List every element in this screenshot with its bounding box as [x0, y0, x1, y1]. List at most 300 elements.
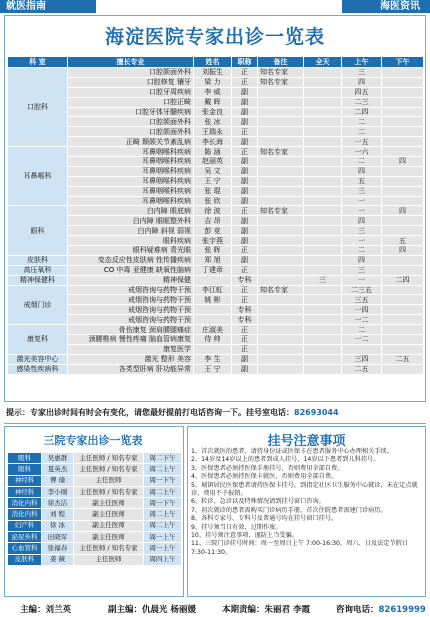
list-item: 8、各科专家号、专科号及普通号均在挂号窗口挂号。 — [191, 515, 338, 523]
fullday-cell — [304, 216, 342, 226]
time-cell: 周一下午 — [144, 475, 182, 486]
afternoon-cell — [382, 295, 424, 305]
doctor-name-cell: 田晓军 — [42, 532, 74, 543]
dept-cell: 口腔科 — [8, 68, 68, 147]
title-cell: 副 — [232, 157, 258, 167]
specialty-cell: 颈腰椎病 慢性疼痛 脑血管病康复 — [68, 335, 194, 345]
doctor-name-cell: 王瑞永 — [194, 127, 232, 137]
three-hospital-title: 三院专家出诊一览表 — [43, 434, 143, 447]
doctor-name-cell: 刘 程 — [42, 509, 74, 520]
morning-cell: 一五 — [342, 137, 382, 147]
table-row — [8, 157, 424, 167]
morning-cell: 一 — [342, 206, 382, 216]
specialty-cell: 口腔修复 镶牙 — [68, 77, 194, 87]
morning-cell: 一 — [342, 196, 382, 206]
note-cell — [258, 295, 304, 305]
col-header-name: 姓名 — [194, 57, 232, 68]
specialty-cell: 耳鼻咽喉科疾病 — [68, 186, 194, 196]
note-cell — [258, 117, 304, 127]
table-row — [8, 68, 424, 78]
specialty-cell: 正畸 颞颌关节紊乱病 — [68, 137, 194, 147]
footer-editor: 主编：刘兰英 — [20, 605, 72, 615]
dept-cell: 感染性疾病科 — [8, 364, 68, 374]
title-cell: 副 — [232, 87, 258, 97]
note-cell — [258, 265, 304, 275]
note-cell — [258, 166, 304, 176]
afternoon-cell — [382, 117, 424, 127]
afternoon-cell — [382, 147, 424, 157]
list-item: 10、挂号须注意事项，谨防上当受骗。 — [191, 532, 298, 540]
fullday-cell — [304, 236, 342, 246]
three-hospital-body — [8, 453, 182, 566]
doctor-name-cell: 姜 薇 — [42, 554, 74, 565]
dept-cell: 戒烟门诊 — [8, 285, 68, 325]
title-cell: 正 — [232, 325, 258, 335]
title-cell: 副 — [232, 117, 258, 127]
doctor-name-cell: 姚 彬 — [194, 295, 232, 305]
afternoon-cell: 四 — [382, 157, 424, 167]
table-row — [8, 265, 424, 275]
time-cell: 周二上午 — [144, 464, 182, 475]
afternoon-cell — [382, 285, 424, 295]
doctor-name-cell: 王 宁 — [194, 364, 232, 374]
col-header-morning: 上午 — [342, 57, 382, 68]
table-row — [8, 226, 424, 236]
title-cell: 正 — [232, 246, 258, 256]
morning-cell: 二 — [342, 117, 382, 127]
time-cell: 周一上午 — [144, 543, 182, 554]
list-item: 6、转诊、急诊以及特殊情况请到挂号窗口咨询。 — [191, 498, 325, 506]
specialty-cell: 耳鼻咽喉科疾病 — [68, 147, 194, 157]
dept-cell: 高压氧科 — [8, 265, 68, 275]
note-cell — [258, 344, 304, 354]
specialty-cell: 口腔牙体牙髓疾病 — [68, 107, 194, 117]
morning-cell: 一四 — [342, 305, 382, 315]
col-header-fullday: 全天 — [304, 57, 342, 68]
title-cell: 副主任医师 — [74, 498, 144, 509]
dept-cell: 皮肤科 — [8, 255, 68, 265]
morning-cell: 三 — [342, 186, 382, 196]
morning-cell: 四 — [342, 216, 382, 226]
top-strip — [0, 0, 430, 13]
table-row — [8, 77, 424, 87]
fullday-cell — [304, 166, 342, 176]
afternoon-cell — [382, 127, 424, 137]
dept-cell: 心血管科 — [8, 543, 42, 554]
footer-deputy-editor: 副主编：仇晨光 杨丽媛 — [108, 605, 196, 615]
table-row — [8, 486, 182, 497]
table-row — [8, 354, 424, 364]
specialty-cell: 康复医学 — [68, 344, 194, 354]
doctor-name-cell: 徐杰洁 — [42, 498, 74, 509]
title-cell: 专科 — [232, 305, 258, 315]
table-row — [8, 137, 424, 147]
dept-cell: 耳鼻喉科 — [8, 147, 68, 206]
title-cell: 主任医师 — [74, 554, 144, 565]
title-cell: 副 — [232, 226, 258, 236]
fullday-cell — [304, 315, 342, 325]
title-cell: 正 — [232, 77, 258, 87]
doctor-name-cell: 徐 波 — [194, 206, 232, 216]
note-cell — [258, 305, 304, 315]
doctor-name-cell: 张金良 — [194, 107, 232, 117]
afternoon-cell — [382, 265, 424, 275]
doctor-name-cell: 庄淑美 — [194, 325, 232, 335]
fullday-cell — [304, 285, 342, 295]
table-header-row — [8, 57, 424, 68]
specialty-cell: 白内障 眼底病 — [68, 206, 194, 216]
doctor-name-cell: 傅 瑜 — [42, 475, 74, 486]
specialty-cell: 口腔颌面外科 — [68, 68, 194, 78]
fullday-cell — [304, 265, 342, 275]
fullday-cell: 三 — [304, 275, 342, 285]
specialty-cell: 耳鼻咽喉科疾病 — [68, 157, 194, 167]
doctor-name-cell — [194, 344, 232, 354]
doctor-name-cell: 徐 冰 — [42, 520, 74, 531]
morning-cell: 四 — [342, 77, 382, 87]
title-cell: 正 — [232, 127, 258, 137]
list-item: 2、14岁及14岁以上的患者到成人挂号，14岁以下患者到儿科挂号。 — [191, 456, 380, 464]
note-cell — [258, 246, 304, 256]
note-cell — [258, 354, 304, 364]
dept-cell: 眼科 — [8, 453, 42, 464]
note-cell: 知名专家 — [258, 285, 304, 295]
morning-cell: 四 — [342, 166, 382, 176]
morning-cell: 二五 — [342, 364, 382, 374]
registration-rules — [191, 448, 423, 557]
note-cell — [258, 186, 304, 196]
morning-cell: 一 — [342, 275, 382, 285]
fullday-cell — [304, 107, 342, 117]
title-cell: 副主任医师 — [74, 532, 144, 543]
table-row — [8, 87, 424, 97]
title-cell: 副 — [232, 216, 258, 226]
three-hospital-table — [7, 452, 182, 566]
afternoon-cell — [382, 226, 424, 236]
list-item: 5、城镇居民医保患者请持医保卡挂号，到指定社区卫生服务中心就诊，未在定点就诊，费用不予报销。 — [191, 481, 418, 498]
doctor-name-cell: 郑 旭 — [194, 255, 232, 265]
specialty-cell: 口腔颌面外科 — [68, 127, 194, 137]
table-row — [8, 206, 424, 216]
table-row — [8, 520, 182, 531]
table-row — [8, 335, 424, 345]
note-cell — [258, 216, 304, 226]
morning-cell: 一二 — [342, 335, 382, 345]
time-cell: 周一上午 — [144, 532, 182, 543]
morning-cell: 二四 — [342, 107, 382, 117]
table-row — [8, 216, 424, 226]
footer-phone-label: 咨询电话： — [336, 605, 379, 615]
specialty-cell: 骨伤康复 颈肩腰腿痛症 — [68, 325, 194, 335]
time-cell: 周四上午 — [144, 554, 182, 565]
table-row — [8, 453, 182, 464]
dept-cell: 妇产科 — [8, 520, 42, 531]
doctor-name-cell: 丁建章 — [194, 265, 232, 275]
afternoon-cell — [382, 335, 424, 345]
morning-cell: 二三五 — [342, 285, 382, 295]
expert-schedule-table — [7, 56, 424, 375]
title-cell: 副 — [232, 354, 258, 364]
doctor-name-cell: 张 晖 — [194, 246, 232, 256]
note-cell — [258, 335, 304, 345]
time-cell: 周二上午 — [144, 486, 182, 497]
note-cell — [258, 87, 304, 97]
table-row — [8, 176, 424, 186]
morning-cell: 二 — [342, 157, 382, 167]
note-cell — [258, 196, 304, 206]
title-cell: 副 — [232, 255, 258, 265]
fullday-cell — [304, 68, 342, 78]
fullday-cell — [304, 206, 342, 216]
specialty-cell: 口腔颌面外科 — [68, 117, 194, 127]
note-cell — [258, 255, 304, 265]
specialty-cell: 白内障 眼眶整外科 — [68, 216, 194, 226]
table-row — [8, 509, 182, 520]
morning-cell: 二三 — [342, 97, 382, 107]
afternoon-cell — [382, 255, 424, 265]
doctor-name-cell: 吴 文 — [194, 166, 232, 176]
table-row — [8, 498, 182, 509]
specialty-cell: 精神保健 — [68, 275, 194, 285]
table-row — [8, 315, 424, 325]
doctor-name-cell — [194, 305, 232, 315]
morning-cell: 三四 — [342, 354, 382, 364]
fullday-cell — [304, 77, 342, 87]
afternoon-cell — [382, 176, 424, 186]
doctor-name-cell: 李江虹 — [194, 285, 232, 295]
specialty-cell: 激光 整形 美容 — [68, 354, 194, 364]
title-cell: 正 — [232, 147, 258, 157]
dept-cell: 眼科 — [8, 206, 68, 255]
title-cell: 正 — [232, 344, 258, 354]
list-item: 1、首次就医的患者，请持身份证或医保卡在患者服务中心办理相关手续。 — [191, 448, 393, 455]
fullday-cell — [304, 226, 342, 236]
dept-cell: 神经科 — [8, 486, 42, 497]
note-cell: 知名专家 — [258, 147, 304, 157]
footer-responsible-editor: 本期责编：朱丽君 李霞 — [222, 605, 310, 615]
doctor-name-cell: 张福春 — [42, 543, 74, 554]
table-row — [8, 166, 424, 176]
doctor-name-cell: 张宇燕 — [194, 236, 232, 246]
doctor-name-cell: 侍 帅 — [194, 335, 232, 345]
specialty-cell: CO 中毒 亚健康 缺氧性脑病 — [68, 265, 194, 275]
list-item: 11、三院门诊挂号时间：周一至周日上午 7:00-16:30，周六、日及法定节假日 7:30-11:30。 — [191, 540, 409, 556]
afternoon-cell — [382, 166, 424, 176]
afternoon-cell — [382, 107, 424, 117]
time-cell: 周二上午 — [144, 520, 182, 531]
time-cell: 周二上午 — [144, 509, 182, 520]
dept-cell: 康复科 — [8, 325, 68, 355]
specialty-cell: 变态反应性皮肤病 性传播疾病 — [68, 255, 194, 265]
afternoon-cell — [382, 87, 424, 97]
afternoon-cell: 四 — [382, 246, 424, 256]
table-body — [8, 68, 424, 375]
doctor-name-cell — [194, 315, 232, 325]
afternoon-cell: 四 — [382, 206, 424, 216]
title-cell: 副 — [232, 196, 258, 206]
doctor-name-cell: 李 生 — [194, 354, 232, 364]
title-cell: 正 — [232, 265, 258, 275]
title-cell: 专科 — [232, 275, 258, 285]
fullday-cell — [304, 344, 342, 354]
afternoon-cell: 二四 — [382, 275, 424, 285]
specialty-cell: 白内障 斜视 弱视 — [68, 226, 194, 236]
title-cell: 主任医师 / 知名专家 — [74, 543, 144, 554]
morning-cell: 二 — [342, 325, 382, 335]
fullday-cell — [304, 196, 342, 206]
table-row — [8, 236, 424, 246]
dept-cell: 消化内科 — [8, 509, 42, 520]
note-cell — [258, 137, 304, 147]
fullday-cell — [304, 137, 342, 147]
footer-phone — [336, 603, 426, 615]
note-cell — [258, 107, 304, 117]
afternoon-cell — [382, 344, 424, 354]
dept-cell: 精神保健科 — [8, 275, 68, 285]
doctor-name-cell: 夏英杰 — [42, 464, 74, 475]
note-cell: 知名专家 — [258, 77, 304, 87]
fullday-cell — [304, 97, 342, 107]
afternoon-cell — [382, 77, 424, 87]
registration-title: 挂号注意事项 — [267, 434, 346, 449]
fullday-cell — [304, 157, 342, 167]
title-cell: 副 — [232, 186, 258, 196]
afternoon-cell — [382, 364, 424, 374]
table-row — [8, 196, 424, 206]
morning-cell: 一六 — [342, 147, 382, 157]
footer — [0, 601, 430, 617]
note-cell: 知名专家 — [258, 206, 304, 216]
note-cell — [258, 315, 304, 325]
table-row — [8, 117, 424, 127]
note-cell — [258, 226, 304, 236]
doctor-name-cell: 吴惠群 — [42, 453, 74, 464]
table-row — [8, 107, 424, 117]
doctor-name-cell: 张 琨 — [194, 186, 232, 196]
table-row — [8, 475, 182, 486]
title-cell: 主任医师 / 知名专家 — [74, 486, 144, 497]
fullday-cell — [304, 354, 342, 364]
fullday-cell — [304, 147, 342, 157]
doctor-name-cell: 李 威 — [194, 87, 232, 97]
morning-cell: 二 — [342, 246, 382, 256]
dept-cell: 神经科 — [8, 475, 42, 486]
title-cell: 副 — [232, 97, 258, 107]
morning-cell — [342, 344, 382, 354]
morning-cell: 三 — [342, 265, 382, 275]
table-row — [8, 325, 424, 335]
specialty-cell: 各类型肝病 肝功能异常 — [68, 364, 194, 374]
title-cell: 正 — [232, 335, 258, 345]
specialty-cell: 眼科疑难病 青光眼 — [68, 246, 194, 256]
doctor-name-cell: 王 宁 — [194, 176, 232, 186]
afternoon-cell — [382, 325, 424, 335]
list-item: 4、医保患者必须持医保卡就医，否则费用全部自费。 — [191, 473, 338, 481]
list-item: 3、医保患者必须持医保手册挂号，否则费用全部自费。 — [191, 464, 344, 472]
footer-phone-number: 82619999 — [378, 605, 426, 615]
col-header-note: 备注 — [258, 57, 304, 68]
table-row — [8, 305, 424, 315]
table-row — [8, 464, 182, 475]
doctor-name-cell: 彭 竞 — [194, 226, 232, 236]
afternoon-cell — [382, 137, 424, 147]
title-cell: 专科 — [232, 315, 258, 325]
title-cell: 正 — [232, 285, 258, 295]
doctor-name-cell: 吉 昂 — [194, 216, 232, 226]
time-cell: 周一下午 — [144, 498, 182, 509]
table-row — [8, 344, 424, 354]
table-row — [8, 295, 424, 305]
note-cell — [258, 127, 304, 137]
title-cell: 正 — [232, 206, 258, 216]
fullday-cell — [304, 117, 342, 127]
notice-text: 提示：专家出诊时间有时会有变化，请您最好提前打电话咨询一下。挂号室电话： — [6, 408, 294, 417]
doctor-name-cell: 戴 晖 — [194, 97, 232, 107]
section-divider — [4, 423, 426, 424]
doctor-name-cell: 梁 力 — [194, 77, 232, 87]
doctor-name-cell: 张 冰 — [194, 117, 232, 127]
afternoon-cell — [382, 216, 424, 226]
col-header-specialty: 擅长专业 — [68, 57, 194, 68]
dept-cell: 泌尿外科 — [8, 532, 42, 543]
specialty-cell: 耳鼻咽喉科疾病 — [68, 196, 194, 206]
morning-cell: 一二 — [342, 315, 382, 325]
list-item: 9、挂号须当日有效，过期作废。 — [191, 523, 282, 531]
doctor-name-cell — [194, 275, 232, 285]
title-cell: 副主任医师 — [74, 509, 144, 520]
fullday-cell — [304, 305, 342, 315]
afternoon-cell: 二五 — [382, 354, 424, 364]
table-row — [8, 543, 182, 554]
afternoon-cell — [382, 315, 424, 325]
afternoon-cell — [382, 68, 424, 78]
morning-cell: 四五 — [342, 87, 382, 97]
specialty-cell: 戒烟咨询与药物干预 — [68, 295, 194, 305]
notice — [6, 407, 339, 418]
table-row — [8, 364, 424, 374]
note-cell: 知名专家 — [258, 68, 304, 78]
section-label-left: 就医指南 — [6, 1, 46, 12]
list-item: 7、初次就诊的患者需购买门诊病历手册，首次住院患者需建门诊病历。 — [191, 506, 387, 514]
afternoon-cell — [382, 196, 424, 206]
section-label-right: 海医资讯 — [380, 1, 420, 12]
dept-cell: 皮肤科 — [8, 554, 42, 565]
fullday-cell — [304, 364, 342, 374]
fullday-cell — [304, 127, 342, 137]
title-cell: 副 — [232, 176, 258, 186]
dept-cell: 消化内科 — [8, 498, 42, 509]
title-cell: 副 — [232, 137, 258, 147]
afternoon-cell — [382, 97, 424, 107]
title-cell: 主任医师 — [74, 475, 144, 486]
table-row — [8, 186, 424, 196]
title-cell: 主任医师 / 知名专家 — [74, 464, 144, 475]
page-title: 海淀医院专家出诊一览表 — [104, 26, 325, 48]
morning-cell: 一 — [342, 236, 382, 246]
fullday-cell — [304, 246, 342, 256]
doctor-name-cell: 陈 涵 — [194, 147, 232, 157]
specialty-cell: 戒烟咨询与药物干预 — [68, 305, 194, 315]
specialty-cell: 口腔牙周疾病 — [68, 87, 194, 97]
note-cell — [258, 275, 304, 285]
note-cell — [258, 176, 304, 186]
dept-cell: 激光美容中心 — [8, 354, 68, 364]
fullday-cell — [304, 325, 342, 335]
note-cell — [258, 157, 304, 167]
table-row — [8, 246, 424, 256]
note-cell — [258, 364, 304, 374]
morning-cell: 三五 — [342, 295, 382, 305]
